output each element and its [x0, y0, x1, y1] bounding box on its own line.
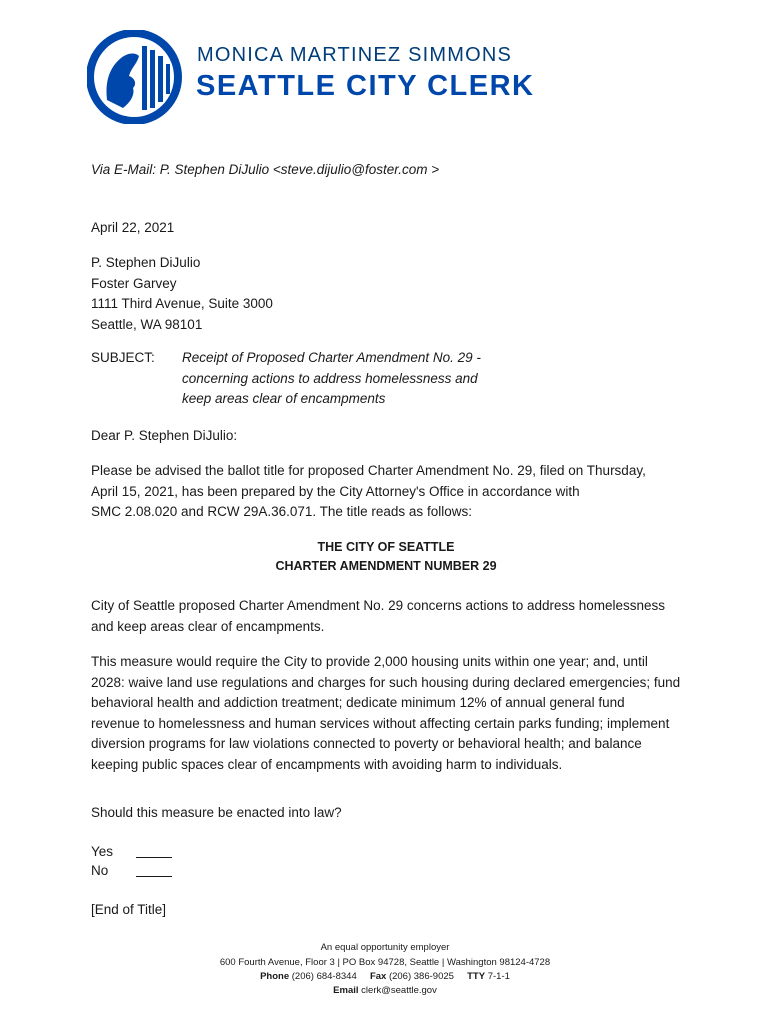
footer-contacts [0, 969, 770, 984]
email-label: Email [333, 985, 359, 996]
ballot-question: Should this measure be enacted into law? [91, 805, 342, 820]
vote-yes-label: Yes [91, 844, 114, 859]
fax-number: (206) 386-9025 [388, 971, 454, 982]
subject-line: keep areas clear of encampments [182, 391, 386, 406]
email-address[interactable]: clerk@seattle.gov [361, 985, 437, 996]
ballot-title-heading [91, 538, 681, 576]
footer-email [0, 983, 770, 998]
vote-yes-blank [136, 857, 172, 858]
subject-text [182, 348, 481, 410]
paragraph-concerns [91, 596, 681, 637]
address-line: 1111 Third Avenue, Suite 3000 [91, 296, 273, 311]
seattle-city-seal-logo [87, 30, 183, 124]
address-line: Foster Garvey [91, 275, 177, 291]
footer-address: 600 Fourth Avenue, Floor 3 | PO Box 94728, Seattle | Washington 98124-4728 [219, 957, 551, 968]
paragraph-line: 2028: waive land use regulations and charges for such housing during declared emergencies; fund [91, 674, 681, 690]
address-line: P. Stephen DiJulio [91, 255, 201, 270]
paragraph-line: keeping public spaces clear of encampments with avoiding harm to individuals. [91, 756, 563, 772]
paragraph-line: revenue to homelessness and human services without affecting certain parks funding; implement [91, 715, 670, 731]
heading-line: THE CITY OF SEATTLE [317, 540, 455, 554]
paragraph-line: behavioral health and addiction treatment; dedicate minimum 12% of annual general fund [91, 695, 625, 710]
address-line: Seattle, WA 98101 [91, 316, 203, 332]
fax-label: Fax [369, 971, 387, 982]
phone-label: Phone [260, 971, 290, 982]
clerk-name: MONICA MARTINEZ SIMMONS [197, 44, 513, 66]
paragraph-intro [91, 461, 681, 523]
vote-no-blank [136, 876, 172, 877]
tty-label: TTY [467, 971, 486, 982]
subject-label: SUBJECT: [91, 350, 155, 365]
salutation: Dear P. Stephen DiJulio: [91, 428, 238, 443]
phone-number: (206) 684-8344 [291, 971, 357, 982]
subject-line: Receipt of Proposed Charter Amendment No. 29 - [182, 350, 481, 365]
end-of-title: [End of Title] [91, 902, 167, 917]
paragraph-line: Please be advised the ballot title for proposed Charter Amendment No. 29, filed on Thursday, [91, 463, 646, 478]
paragraph-line: and keep areas clear of encampments. [91, 618, 325, 634]
office-name: SEATTLE CITY CLERK [196, 70, 535, 102]
paragraph-line: This measure would require the City to provide 2,000 housing units within one year; and, until [91, 654, 648, 669]
footer-eoe: An equal opportunity employer [320, 942, 450, 953]
tty-number: 7-1-1 [487, 971, 510, 982]
paragraph-line: SMC 2.08.020 and RCW 29A.36.071. The title reads as follows: [91, 504, 472, 519]
heading-line: CHARTER AMENDMENT NUMBER 29 [275, 559, 497, 573]
recipient-address [91, 253, 273, 335]
vote-no-label: No [91, 863, 109, 878]
subject-line: concerning actions to address homelessness and [182, 370, 478, 386]
letter-date: April 22, 2021 [91, 220, 175, 235]
paragraph-line: April 15, 2021, has been prepared by the City Attorney's Office in accordance with [91, 483, 580, 499]
paragraph-line: diversion programs for law violations connected to poverty or behavioral health; and balance [91, 736, 642, 751]
paragraph-line: City of Seattle proposed Charter Amendment No. 29 concerns actions to address homelessness [91, 598, 666, 613]
via-line: Via E-Mail: P. Stephen DiJulio <steve.dijulio@foster.com > [91, 162, 440, 177]
paragraph-measure [91, 652, 681, 775]
